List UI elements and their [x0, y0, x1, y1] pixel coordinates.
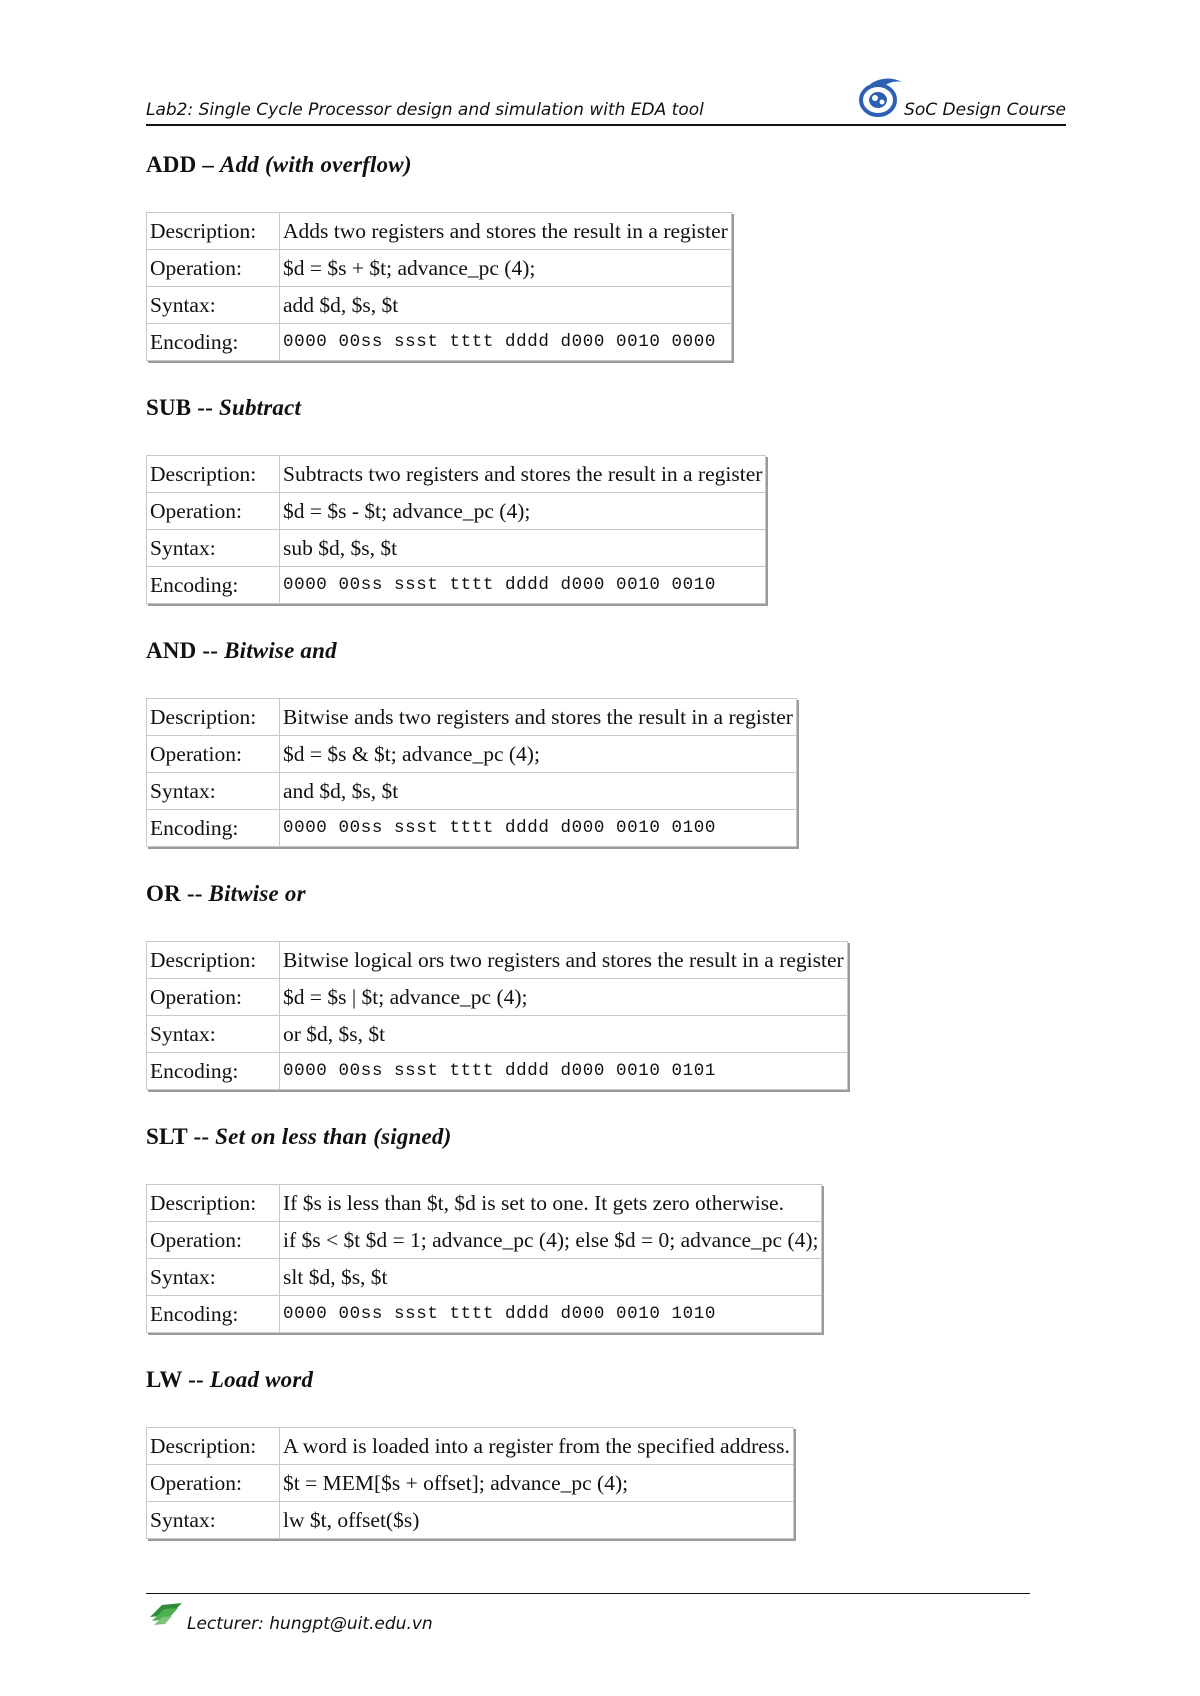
table-row — [147, 773, 797, 810]
row-label: Description: — [147, 699, 280, 736]
row-label: Operation: — [147, 736, 280, 773]
lecturer-contact: Lecturer: hungpt@uit.edu.vn — [187, 1614, 433, 1634]
row-label: Encoding: — [147, 324, 280, 361]
table-row — [147, 736, 797, 773]
description-value: A word is loaded into a register from the specified address. — [280, 1428, 794, 1465]
table-row — [147, 1259, 822, 1296]
university-logo-icon — [856, 74, 906, 120]
description-value: Adds two registers and stores the result in a register — [280, 213, 732, 250]
instruction-section-lw — [146, 1365, 794, 1539]
section-heading — [146, 879, 848, 909]
table-row — [147, 250, 732, 287]
instruction-section-or — [146, 879, 848, 1090]
table-row — [147, 1428, 794, 1465]
section-heading — [146, 393, 766, 423]
instruction-mnemonic: SLT — [146, 1124, 188, 1149]
row-label: Encoding: — [147, 810, 280, 847]
row-label: Syntax: — [147, 773, 280, 810]
description-value: Bitwise logical ors two registers and stores the result in a register — [280, 942, 848, 979]
table-row — [147, 1185, 822, 1222]
instruction-table — [146, 1427, 794, 1539]
table-row — [147, 530, 766, 567]
row-label: Syntax: — [147, 1502, 280, 1539]
footer-divider — [146, 1593, 1030, 1594]
syntax-value: and $d, $s, $t — [280, 773, 797, 810]
operation-value: if $s < $t $d = 1; advance_pc (4); else $d = 0; advance_pc (4); — [280, 1222, 822, 1259]
instruction-mnemonic: ADD — [146, 152, 197, 177]
heading-separator: -- — [191, 395, 219, 420]
instruction-table — [146, 212, 732, 361]
operation-value: $d = $s | $t; advance_pc (4); — [280, 979, 848, 1016]
description-value: Bitwise ands two registers and stores the result in a register — [280, 699, 797, 736]
row-label: Operation: — [147, 493, 280, 530]
table-row — [147, 810, 797, 847]
row-label: Syntax: — [147, 1016, 280, 1053]
row-label: Operation: — [147, 250, 280, 287]
instruction-table — [146, 455, 766, 604]
page-header — [146, 64, 1066, 126]
instruction-table — [146, 941, 848, 1090]
operation-value: $d = $s + $t; advance_pc (4); — [280, 250, 732, 287]
section-heading — [146, 1365, 794, 1395]
table-row — [147, 699, 797, 736]
lecturer-logo-icon — [148, 1599, 184, 1631]
section-heading — [146, 150, 732, 180]
syntax-value: slt $d, $s, $t — [280, 1259, 822, 1296]
row-label: Operation: — [147, 1222, 280, 1259]
syntax-value: or $d, $s, $t — [280, 1016, 848, 1053]
course-name: SoC Design Course — [904, 100, 1066, 120]
instruction-section-sub — [146, 393, 766, 604]
syntax-value: sub $d, $s, $t — [280, 530, 766, 567]
instruction-mnemonic: OR — [146, 881, 181, 906]
encoding-value: 0000 00ss ssst tttt dddd d000 0010 0010 — [280, 567, 766, 604]
operation-value: $d = $s & $t; advance_pc (4); — [280, 736, 797, 773]
row-label: Description: — [147, 1185, 280, 1222]
operation-value: $d = $s - $t; advance_pc (4); — [280, 493, 766, 530]
table-row — [147, 1296, 822, 1333]
row-label: Operation: — [147, 1465, 280, 1502]
instruction-name: Load word — [209, 1367, 314, 1392]
encoding-value: 0000 00ss ssst tttt dddd d000 0010 0101 — [280, 1053, 848, 1090]
table-row — [147, 1222, 822, 1259]
heading-separator: -- — [196, 638, 225, 663]
table-row — [147, 1053, 848, 1090]
instruction-name: Bitwise and — [224, 638, 337, 663]
instruction-name: Add (with overflow) — [220, 152, 412, 177]
instruction-mnemonic: SUB — [146, 395, 192, 420]
syntax-value: lw $t, offset($s) — [280, 1502, 794, 1539]
heading-separator: -- — [180, 881, 209, 906]
encoding-value: 0000 00ss ssst tttt dddd d000 0010 1010 — [280, 1296, 822, 1333]
instruction-table — [146, 698, 797, 847]
encoding-value: 0000 00ss ssst tttt dddd d000 0010 0000 — [280, 324, 732, 361]
description-value: If $s is less than $t, $d is set to one. It gets zero otherwise. — [280, 1185, 822, 1222]
instruction-section-add — [146, 150, 732, 361]
table-row — [147, 287, 732, 324]
table-row — [147, 567, 766, 604]
row-label: Description: — [147, 213, 280, 250]
table-row — [147, 456, 766, 493]
instruction-name: Bitwise or — [208, 881, 306, 906]
table-row — [147, 1465, 794, 1502]
operation-value: $t = MEM[$s + offset]; advance_pc (4); — [280, 1465, 794, 1502]
instruction-section-and — [146, 636, 797, 847]
row-label: Operation: — [147, 979, 280, 1016]
heading-separator: – — [196, 152, 221, 177]
document-title: Lab2: Single Cycle Processor design and simulation with EDA tool — [146, 100, 704, 120]
row-label: Description: — [147, 1428, 280, 1465]
row-label: Description: — [147, 942, 280, 979]
heading-separator: -- — [182, 1367, 210, 1392]
description-value: Subtracts two registers and stores the result in a register — [280, 456, 766, 493]
section-heading — [146, 1122, 822, 1152]
table-row — [147, 1016, 848, 1053]
table-row — [147, 979, 848, 1016]
row-label: Encoding: — [147, 1296, 280, 1333]
table-row — [147, 493, 766, 530]
row-label: Syntax: — [147, 530, 280, 567]
instruction-name: Subtract — [218, 395, 302, 420]
section-heading — [146, 636, 797, 666]
row-label: Description: — [147, 456, 280, 493]
row-label: Encoding: — [147, 567, 280, 604]
instruction-mnemonic: AND — [146, 638, 197, 663]
encoding-value: 0000 00ss ssst tttt dddd d000 0010 0100 — [280, 810, 797, 847]
heading-separator: -- — [187, 1124, 216, 1149]
row-label: Encoding: — [147, 1053, 280, 1090]
instruction-mnemonic: LW — [146, 1367, 183, 1392]
table-row — [147, 1502, 794, 1539]
table-row — [147, 324, 732, 361]
instruction-section-slt — [146, 1122, 822, 1333]
syntax-value: add $d, $s, $t — [280, 287, 732, 324]
instruction-name: Set on less than (signed) — [215, 1124, 452, 1149]
row-label: Syntax: — [147, 1259, 280, 1296]
instruction-table — [146, 1184, 822, 1333]
table-row — [147, 213, 732, 250]
table-row — [147, 942, 848, 979]
row-label: Syntax: — [147, 287, 280, 324]
